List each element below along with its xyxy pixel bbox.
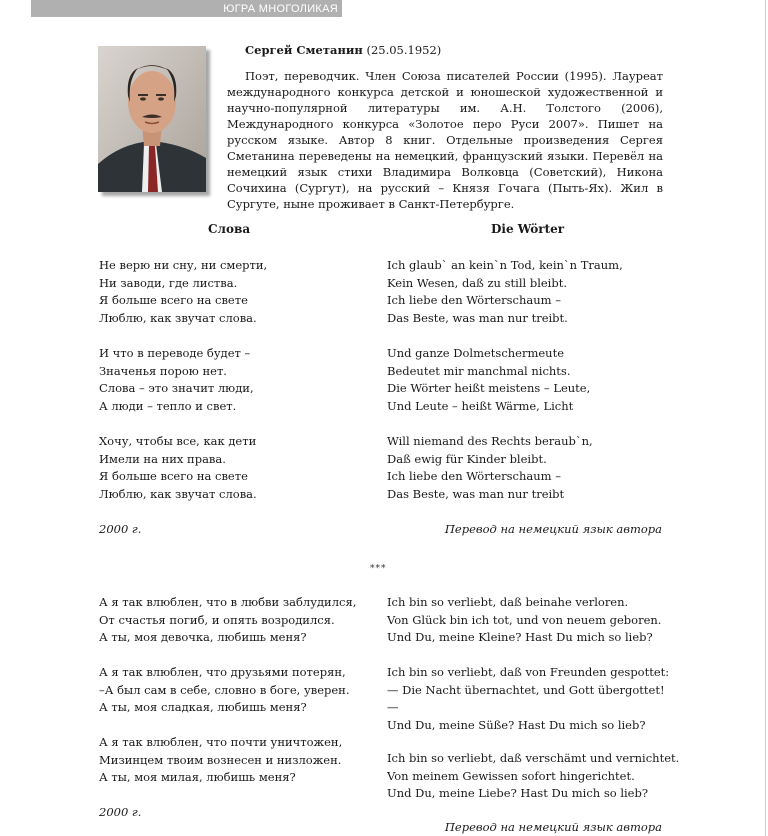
- verse-line: Und Du, meine Kleine? Hast Du mich so lieb?: [387, 630, 653, 644]
- verse-line: От счастья погиб, и опять возродился.: [99, 612, 335, 627]
- verse-line: А ты, моя милая, любишь меня?: [99, 770, 296, 784]
- author-photo: [98, 46, 206, 192]
- verse-line: И что в переводе будет –: [99, 346, 251, 360]
- verse-line: А люди – тепло и свет.: [99, 398, 237, 413]
- verse-line: Ich bin so verliebt, daß von Freunden gespottet:: [387, 665, 670, 679]
- verse-line: Und ganze Dolmetschermeute: [387, 346, 565, 360]
- poem1-year: 2000 г.: [99, 522, 142, 536]
- poem1-ru-stanza: [99, 257, 267, 327]
- verse-line: А ты, моя сладкая, любишь меня?: [99, 700, 307, 714]
- verse-line: Von Glück bin ich tot, und von neuem geboren.: [387, 612, 662, 627]
- poem1-ru-stanza: [99, 345, 254, 415]
- poem-separator: ***: [370, 564, 387, 574]
- verse-line: Und Du, meine Süße? Hast Du mich so lieb?: [387, 717, 646, 732]
- verse-line: А я так влюблен, что в любви заблудился,: [99, 595, 357, 609]
- poem2-ru-stanza: [99, 594, 356, 647]
- verse-line: Ich liebe den Wörterschaum –: [387, 469, 561, 483]
- poem1-de-stanza: [387, 345, 590, 415]
- poem2-de-stanza: [387, 594, 661, 647]
- verse-line: Die Wörter heißt meistens – Leute,: [387, 381, 591, 395]
- verse-line: Bedeutet mir manchmal nichts.: [387, 363, 571, 378]
- verse-line: Значенья порою нет.: [99, 363, 227, 378]
- poem1-title-de: Die Wörter: [491, 222, 565, 236]
- verse-line: Von meinem Gewissen sofort hingerichtet.: [387, 768, 635, 783]
- section-header: ЮГРА МНОГОЛИКАЯ: [31, 0, 342, 17]
- verse-line: Daß ewig für Kinder bleibt.: [387, 451, 547, 466]
- author-name: Сергей Сметанин: [245, 43, 363, 57]
- verse-line: Слова – это значит люди,: [99, 381, 254, 395]
- verse-line: Мизинцем твоим вознесен и низложен.: [99, 752, 342, 767]
- verse-line: —: [387, 700, 399, 714]
- verse-line: Das Beste, was man nur treibt.: [387, 310, 568, 325]
- poem2-year: 2000 г.: [99, 805, 142, 819]
- verse-line: Und Du, meine Liebe? Hast Du mich so lieb?: [387, 786, 649, 800]
- poem1-ru-stanza: [99, 433, 257, 503]
- poem2-ru-stanza: [99, 664, 350, 717]
- verse-line: Ich glaub` an kein`n Tod, kein`n Traum,: [387, 258, 623, 272]
- verse-line: Das Beste, was man nur treibt: [387, 486, 565, 501]
- verse-line: Имели на них права.: [99, 451, 226, 466]
- verse-line: — Die Nacht übernachtet, und Gott übergottet!: [387, 682, 665, 697]
- poem2-de-stanza: [387, 750, 679, 803]
- verse-line: Will niemand des Rechts beraub`n,: [387, 434, 593, 448]
- verse-line: Я больше всего на свете: [99, 469, 248, 483]
- author-bio-block: [227, 42, 663, 212]
- poem2-ru-stanza: [99, 734, 342, 787]
- verse-line: –А был сам в себе, словно в боге, уверен.: [99, 682, 350, 697]
- verse-line: Люблю, как звучат слова.: [99, 486, 257, 501]
- verse-line: А ты, моя девочка, любишь меня?: [99, 630, 307, 644]
- poem1-de-stanza: [387, 433, 593, 503]
- author-portrait-image: [98, 46, 206, 192]
- poem2-translation-note: Перевод на немецкий язык автора: [444, 820, 662, 834]
- verse-line: Хочу, чтобы все, как дети: [99, 434, 257, 448]
- author-heading: [227, 42, 663, 58]
- poem1-title-ru: Слова: [208, 222, 251, 236]
- poem1-translation-note: Перевод на немецкий язык автора: [444, 522, 662, 536]
- verse-line: Ich bin so verliebt, daß verschämt und vernichtet.: [387, 751, 680, 765]
- verse-line: Я больше всего на свете: [99, 293, 248, 307]
- verse-line: Und Leute – heißt Wärme, Licht: [387, 398, 574, 413]
- verse-line: А я так влюблен, что друзьями потерян,: [99, 665, 346, 679]
- poem2-de-stanza: [387, 664, 669, 734]
- page-edge: [765, 0, 766, 836]
- verse-line: Люблю, как звучат слова.: [99, 310, 257, 325]
- verse-line: Ich liebe den Wörterschaum –: [387, 293, 561, 307]
- verse-line: Ich bin so verliebt, daß beinahe verloren.: [387, 595, 629, 609]
- verse-line: Не верю ни сну, ни смерти,: [99, 258, 268, 272]
- verse-line: Ни заводи, где листва.: [99, 275, 238, 290]
- verse-line: Kein Wesen, daß zu still bleibt.: [387, 275, 567, 290]
- verse-line: А я так влюблен, что почти уничтожен,: [99, 735, 343, 749]
- author-bio-text: Поэт, переводчик. Член Союза писателей России (1995). Лауреат международного конкурса детской и юношеской художественной и научно-популярной литературы им. А.Н. Толстого (2006), Международного конкурса «Золотое перо Руси 2007». Пишет на русском языке. Автор 8 книг. Отдельные произведения Сергея Сметанина переведены на немецкий, французский языки. Перевёл на немецкий язык стихи Владимира Волковца (Советский), Никона Сочихина (Сургут), на русский – Князя Гочага (Пыть-Ях). Жил в Сургуте, ныне проживает в Санкт-Петербурге.: [227, 69, 663, 211]
- poem1-de-stanza: [387, 257, 623, 327]
- author-dates: (25.05.1952): [366, 43, 442, 57]
